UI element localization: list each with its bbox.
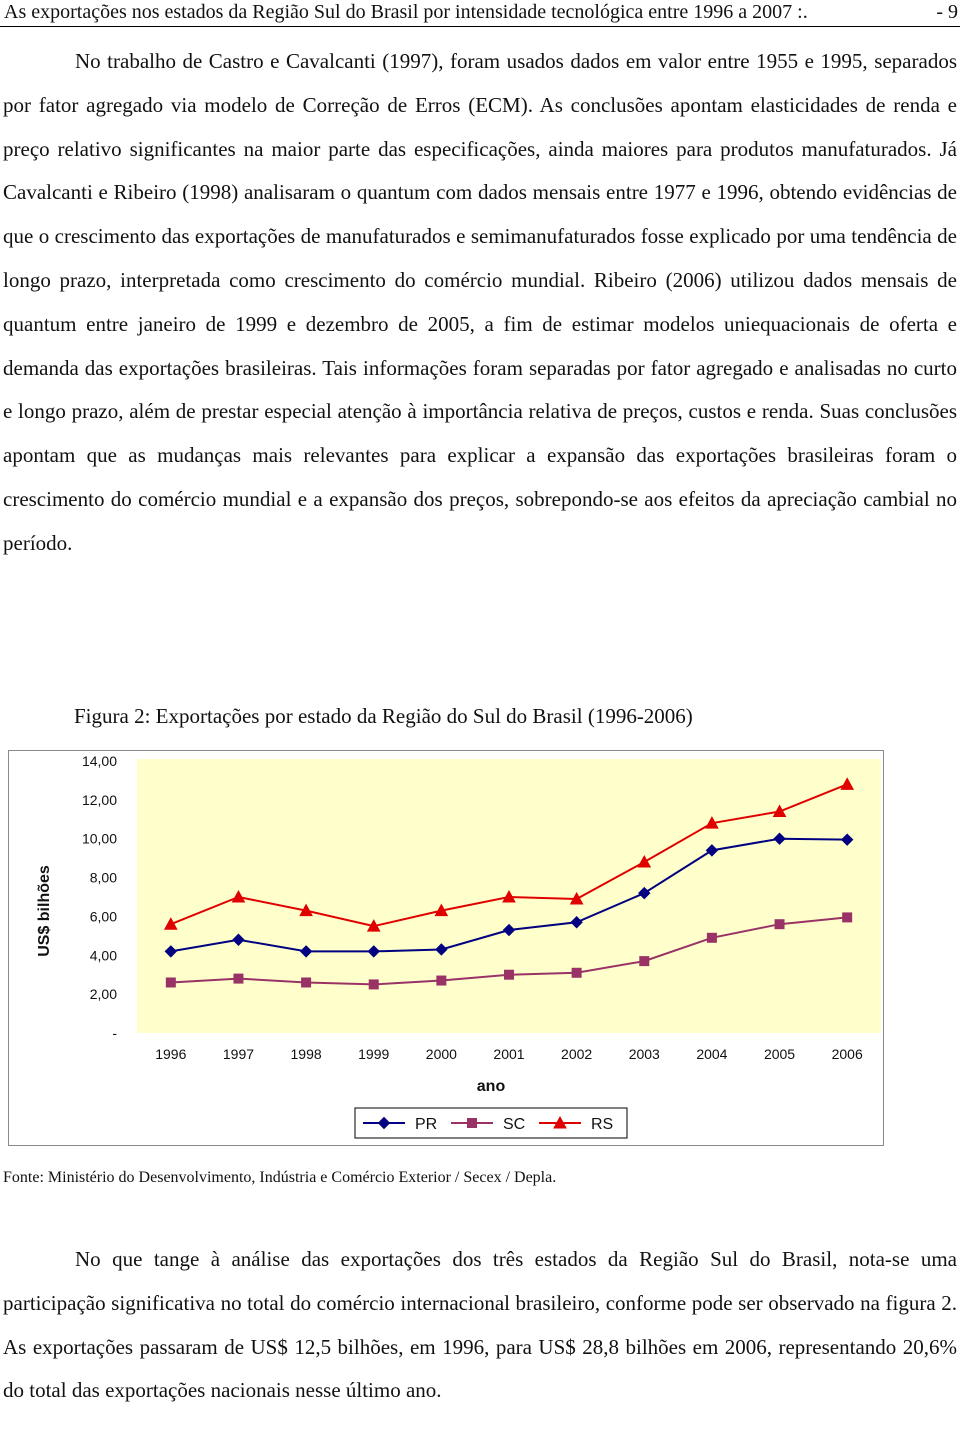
y-tick-label: 10,00 bbox=[81, 830, 117, 847]
x-tick-label: 2004 bbox=[696, 1046, 728, 1062]
page-number: - 9 bbox=[936, 1, 958, 23]
x-axis-label: ano bbox=[476, 1078, 506, 1095]
x-tick-label: 2005 bbox=[763, 1046, 796, 1062]
legend-marker-sc bbox=[468, 1119, 477, 1128]
figure-source-note: Fonte: Ministério do Desenvolvimento, Indústria e Comércio Exterior / Secex / Depla. bbox=[3, 1169, 557, 1186]
legend-label-sc: SC bbox=[503, 1116, 526, 1133]
data-point-sc bbox=[234, 974, 243, 983]
y-tick-label: 4,00 bbox=[89, 947, 117, 964]
data-point-sc bbox=[640, 957, 649, 966]
running-header bbox=[0, 0, 960, 27]
paragraph-1-text: No trabalho de Castro e Cavalcanti (1997), foram usados dados em valor entre 1955 e 1995, separados por fator agregado via modelo de Correção de Erros (ECM). As conclusões apontam elasticidades de renda e preço relativo significantes na maior parte das especificações, ainda maiores para produtos manufaturados. Já Cavalcanti e Ribeiro (1998) analisaram o quantum com dados mensais entre 1977 e 1996, obtendo evidências de que o crescimento das exportações de manufaturados e semimanufaturados fosse explicado por uma tendência de longo prazo, interpretada como crescimento do comércio mundial. Ribeiro (2006) utilizou dados mensais de quantum entre janeiro de 1999 e dezembro de 2005, a fim de estimar modelos uniequacionais de oferta e demanda das exportações brasileiras. Tais informações foram separadas por fator agregado e analisadas no curto e longo prazo, além de prestar especial atenção à importância relativa de preços, custos e renda. Suas conclusões apontam que as mudanças mais relevantes para explicar a expansão das exportações brasileiras foram o crescimento do comércio mundial e a expansão dos preços, sobrepondo-se aos efeitos da apreciação cambial no período. bbox=[3, 49, 957, 555]
body-paragraph-1 bbox=[3, 40, 957, 566]
x-tick-label: 2006 bbox=[831, 1046, 863, 1062]
x-tick-label: 2001 bbox=[493, 1046, 525, 1062]
x-tick-label: 1998 bbox=[290, 1046, 322, 1062]
legend-label-pr: PR bbox=[415, 1116, 438, 1133]
data-point-sc bbox=[572, 968, 581, 977]
chart-legend bbox=[355, 1108, 627, 1138]
x-axis bbox=[155, 1046, 863, 1062]
chart-container bbox=[8, 750, 884, 1146]
data-point-sc bbox=[166, 978, 175, 987]
x-tick-label: 2002 bbox=[561, 1046, 593, 1062]
data-point-sc bbox=[505, 970, 514, 979]
paragraph-2-text: No que tange à análise das exportações dos três estados da Região Sul do Brasil, nota-se uma participação significativa no total do comércio internacional brasileiro, conforme pode ser observado na figura 2. As exportações passaram de US$ 12,5 bilhões, em 1996, para US$ 28,8 bilhões em 2006, representando 20,6% do total das exportações nacionais nesse último ano. bbox=[3, 1247, 957, 1403]
data-point-sc bbox=[843, 913, 852, 922]
data-point-sc bbox=[437, 976, 446, 985]
figure-caption: Figura 2: Exportações por estado da Região do Sul do Brasil (1996-2006) bbox=[74, 704, 693, 728]
y-axis bbox=[82, 753, 117, 1041]
x-tick-label: 2003 bbox=[628, 1046, 660, 1062]
data-point-sc bbox=[302, 978, 311, 987]
legend-label-rs: RS bbox=[591, 1116, 614, 1133]
x-tick-label: 1996 bbox=[155, 1046, 187, 1062]
body-paragraph-2 bbox=[3, 1238, 957, 1413]
y-tick-label: - bbox=[112, 1025, 117, 1041]
line-chart bbox=[9, 751, 883, 1145]
y-tick-label: 12,00 bbox=[81, 791, 117, 808]
y-tick-label: 2,00 bbox=[89, 986, 117, 1003]
data-point-sc bbox=[707, 933, 716, 942]
y-tick-label: 14,00 bbox=[81, 753, 117, 769]
running-title: As exportações nos estados da Região Sul do Brasil por intensidade tecnológica entre 1996 a 2007 :. bbox=[4, 1, 808, 23]
x-tick-label: 1997 bbox=[222, 1046, 255, 1062]
data-point-sc bbox=[775, 920, 784, 929]
y-axis-label: US$ bilhões bbox=[36, 865, 53, 957]
data-point-sc bbox=[369, 980, 378, 989]
y-tick-label: 8,00 bbox=[89, 869, 117, 886]
x-tick-label: 1999 bbox=[358, 1046, 390, 1062]
y-tick-label: 6,00 bbox=[89, 908, 117, 925]
x-tick-label: 2000 bbox=[425, 1046, 457, 1062]
